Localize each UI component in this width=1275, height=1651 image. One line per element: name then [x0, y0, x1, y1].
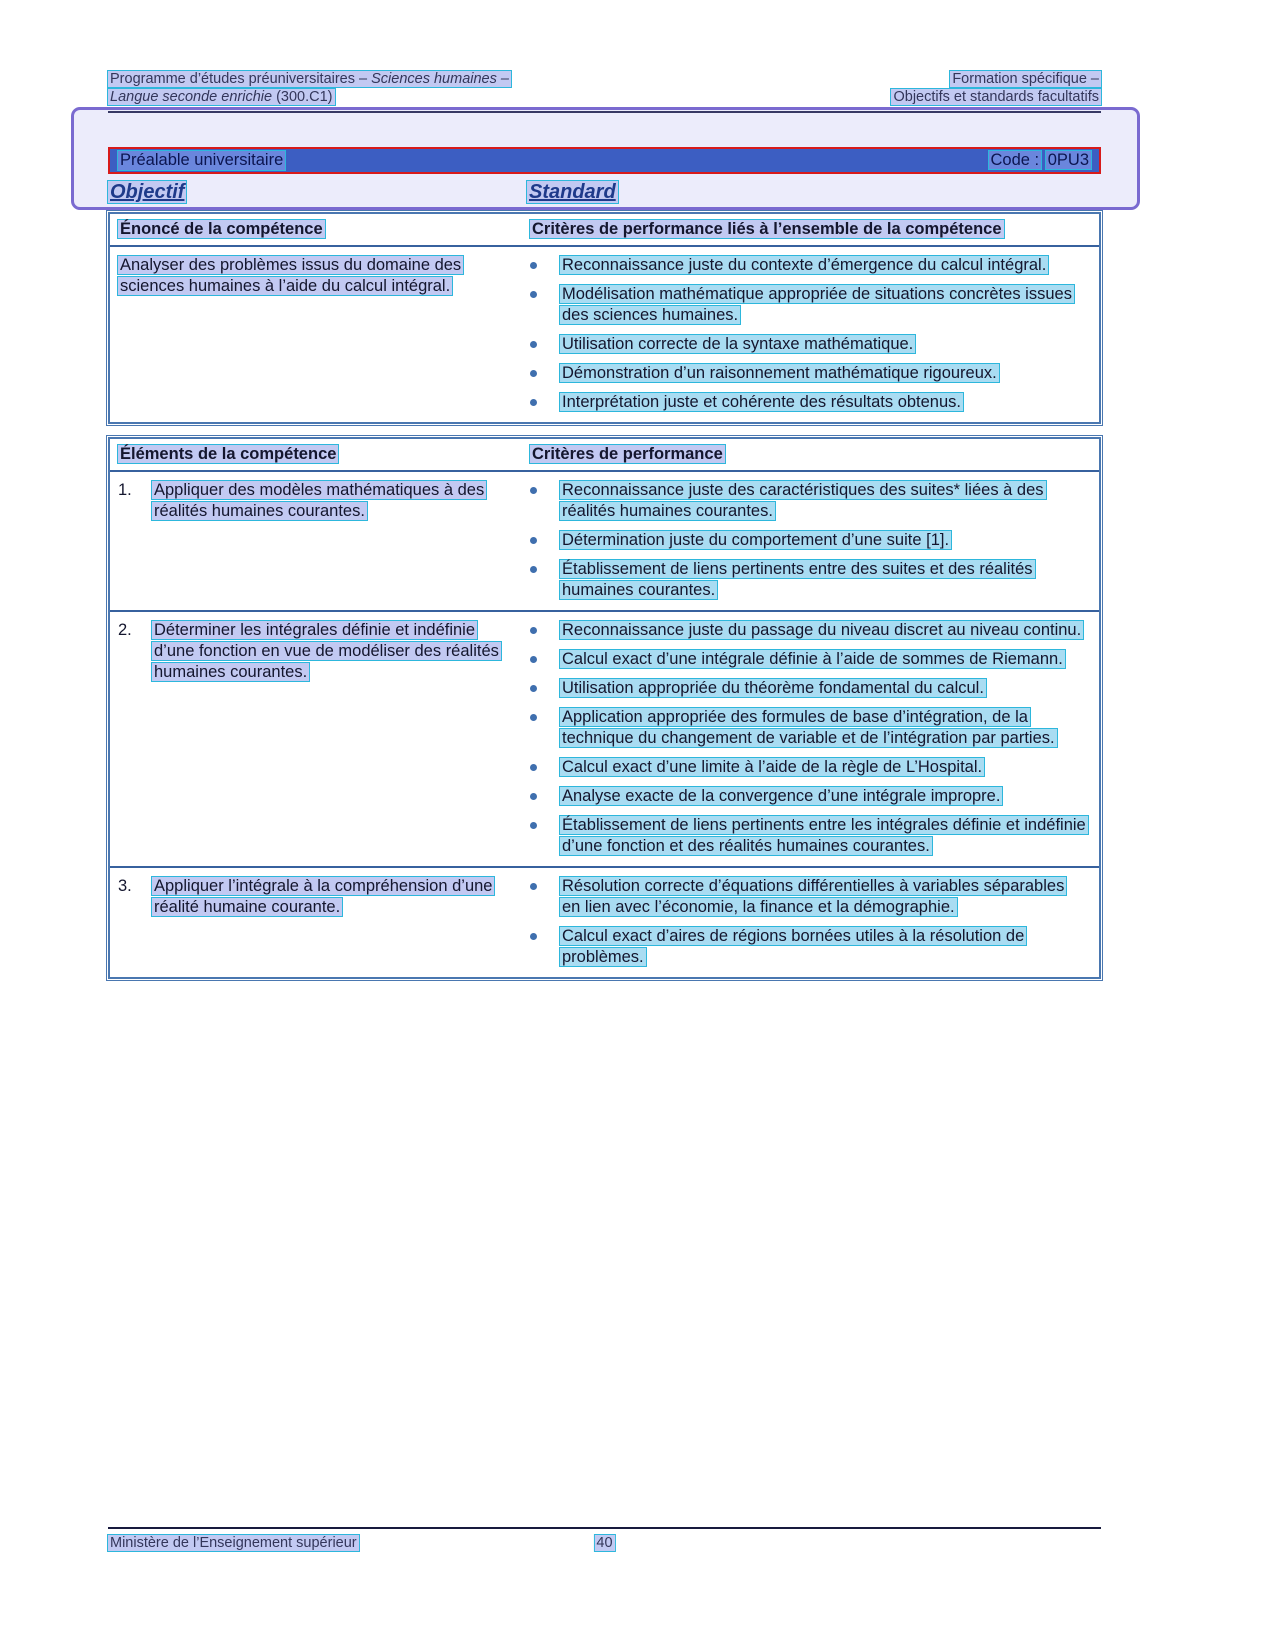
header-standards-text: Objectifs et standards facultatifs [893, 89, 1099, 105]
criterion-text: Calcul exact d’aires de régions bornées utiles à la résolution de problèmes. [562, 927, 1025, 966]
criterion-item [517, 876, 1087, 918]
element-cell [110, 876, 517, 976]
criterion-item [517, 786, 1087, 807]
element-row [110, 610, 1099, 866]
criteria-list [517, 876, 1099, 976]
criterion-item [517, 926, 1087, 968]
code-label: Code : [990, 151, 1040, 169]
criterion-item [517, 757, 1087, 778]
bullet-icon [517, 757, 560, 778]
table1-row [110, 247, 1099, 422]
header-program-line2 [108, 88, 511, 106]
bullet-icon [517, 707, 560, 749]
criterion-item [517, 649, 1087, 670]
criterion-text: Utilisation appropriée du théorème fondamental du calcul. [562, 679, 984, 697]
criterion-text: Utilisation correcte de la syntaxe mathématique. [562, 335, 914, 353]
bullet-icon [517, 363, 560, 384]
table1-header-row [110, 214, 1099, 247]
criterion-item [517, 707, 1087, 749]
header-program-title: Programme d’études préuniversitaires – [110, 71, 372, 87]
element-text: Appliquer l’intégrale à la compréhension d’une réalité humaine courante. [154, 877, 493, 916]
header-program-line1 [108, 70, 511, 88]
section-title-bar [108, 147, 1101, 174]
criterion-text: Établissement de liens pertinents entre les intégrales définie et indéfinie d’une fonction et des réalités humaines courantes. [562, 816, 1086, 855]
competence-elements-table [108, 437, 1101, 979]
element-cell [110, 620, 517, 865]
bullet-icon [517, 926, 560, 968]
criterion-text: Résolution correcte d’équations différentielles à variables séparables en lien avec l’économie, la finance et la démographie. [562, 877, 1065, 916]
bullet-icon [517, 815, 560, 857]
criterion-text: Calcul exact d’une intégrale définie à l’aide de sommes de Riemann. [562, 650, 1063, 668]
bullet-icon [517, 876, 560, 918]
column-headings [108, 181, 1101, 204]
criterion-item [517, 530, 1087, 551]
criteria-list [517, 620, 1099, 865]
criterion-text: Analyse exacte de la convergence d’une intégrale impropre. [562, 787, 1001, 805]
criterion-item [517, 620, 1087, 641]
column-heading-objectif: Objectif [110, 181, 185, 203]
criterion-item [517, 255, 1087, 276]
code-value: 0PU3 [1047, 151, 1089, 169]
criterion-item [517, 815, 1087, 857]
header-program-subject: Sciences humaines – [371, 71, 509, 87]
element-text: Déterminer les intégrales définie et indéfinie d’une fonction en vue de modéliser des réalités humaines courantes. [154, 621, 499, 681]
page-footer [108, 1527, 1101, 1551]
table2-header-row [110, 439, 1099, 472]
element-number: 1. [118, 481, 132, 499]
criterion-text: Reconnaissance juste du contexte d’émergence du calcul intégral. [562, 256, 1047, 274]
criterion-item [517, 480, 1087, 522]
bullet-icon [517, 284, 560, 326]
criterion-item [517, 678, 1087, 699]
criterion-text: Reconnaissance juste des caractéristiques des suites* liées à des réalités humaines courantes. [562, 481, 1044, 520]
page-number: 40 [596, 1535, 613, 1551]
criterion-item [517, 284, 1087, 326]
criterion-text: Reconnaissance juste du passage du niveau discret au niveau continu. [562, 621, 1082, 639]
competence-statement-cell [110, 255, 517, 421]
bullet-icon [517, 678, 560, 699]
footer-ministry-text: Ministère de l’Enseignement supérieur [110, 1535, 357, 1551]
criterion-item [517, 334, 1087, 355]
header-program-track: Langue seconde enrichie [110, 89, 273, 105]
table1-header-right: Critères de performance liés à l’ensemble de la compétence [532, 220, 1002, 238]
bullet-icon [517, 334, 560, 355]
header-formation-text: Formation spécifique – [952, 71, 1099, 87]
bullet-icon [517, 620, 560, 641]
competence-statement-table [108, 212, 1101, 424]
element-row [110, 472, 1099, 610]
bullet-icon [517, 559, 560, 601]
criterion-text: Établissement de liens pertinents entre des suites et des réalités humaines courantes. [562, 560, 1033, 599]
criterion-item [517, 559, 1087, 601]
criterion-text: Détermination juste du comportement d’une suite [1]. [562, 531, 950, 549]
element-row [110, 866, 1099, 977]
table2-header-left: Éléments de la compétence [120, 445, 337, 463]
element-cell [110, 480, 517, 609]
criterion-item [517, 363, 1087, 384]
table1-header-left: Énoncé de la compétence [120, 220, 323, 238]
criterion-item [517, 392, 1087, 413]
table2-header-right: Critères de performance [532, 445, 723, 463]
bullet-icon [517, 392, 560, 413]
criterion-text: Interprétation juste et cohérente des résultats obtenus. [562, 393, 961, 411]
criteria-list [517, 480, 1099, 609]
header-left-block [108, 70, 511, 106]
element-number: 3. [118, 877, 132, 895]
element-number: 2. [118, 621, 132, 639]
section-title: Préalable universitaire [120, 151, 284, 169]
code-group [989, 151, 1092, 170]
competence-statement-text: Analyser des problèmes issus du domaine des sciences humaines à l’aide du calcul intégral. [120, 256, 462, 295]
bullet-icon [517, 786, 560, 807]
table1-criteria-list [517, 255, 1099, 421]
criterion-text: Démonstration d’un raisonnement mathématique rigoureux. [562, 364, 997, 382]
bullet-icon [517, 480, 560, 522]
bullet-icon [517, 649, 560, 670]
column-heading-standard: Standard [529, 181, 616, 203]
criterion-text: Application appropriée des formules de base d’intégration, de la technique du changement de variable et de l’intégration par parties. [562, 708, 1055, 747]
criterion-text: Calcul exact d’une limite à l’aide de la règle de L’Hospital. [562, 758, 983, 776]
header-right-block [891, 70, 1101, 106]
criterion-text: Modélisation mathématique appropriée de situations concrètes issues des sciences humaines. [562, 285, 1072, 324]
header-program-code: (300.C1) [272, 89, 333, 105]
element-text: Appliquer des modèles mathématiques à des réalités humaines courantes. [154, 481, 485, 520]
bullet-icon [517, 530, 560, 551]
bullet-icon [517, 255, 560, 276]
annotation-highlight-box [71, 107, 1140, 210]
